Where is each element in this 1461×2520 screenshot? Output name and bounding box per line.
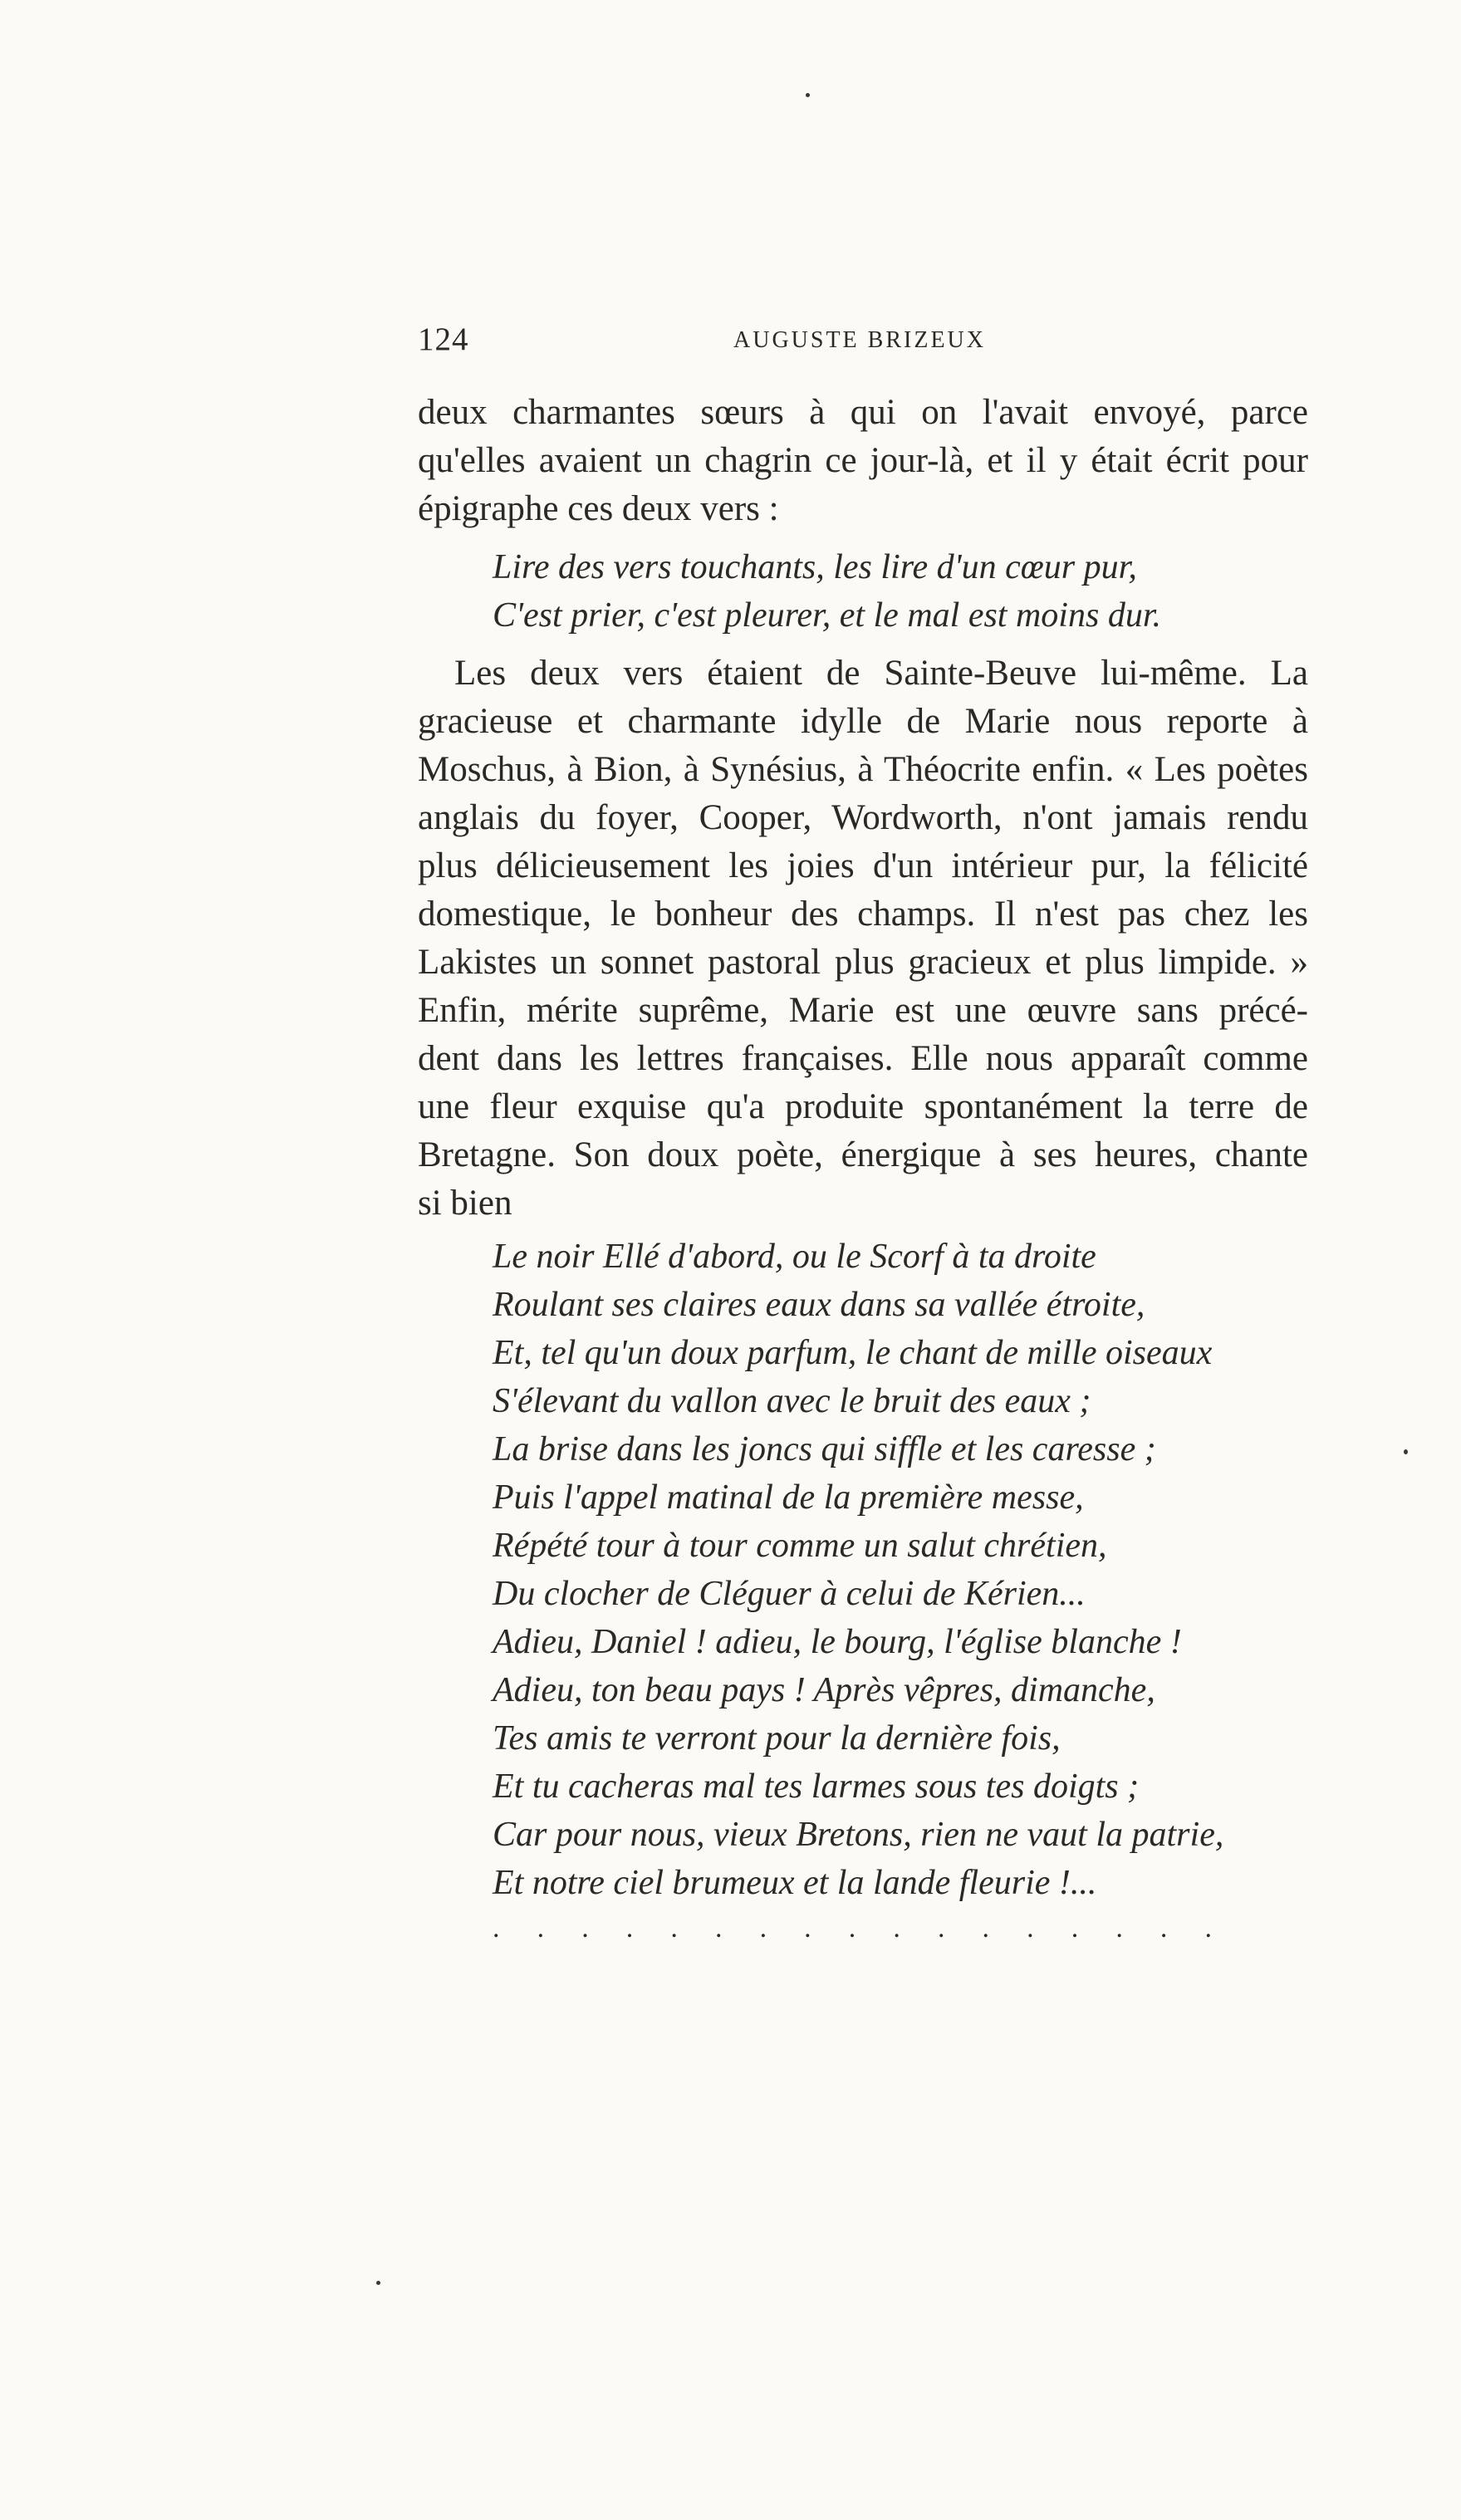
ellipsis-dot: . <box>759 1913 767 1944</box>
text-line: épigraphe ces deux vers : <box>418 489 779 528</box>
page-header <box>418 321 1308 370</box>
poem-line: Adieu, Daniel ! adieu, le bourg, l'église blanche ! <box>493 1623 1182 1661</box>
ellipsis-dot: . <box>937 1913 945 1944</box>
text-line: qu'elles avaient un chagrin ce jour-là, et il y était écrit pour <box>418 441 1308 480</box>
text-line: deux charmantes sœurs à qui on l'avait envoyé, parce <box>418 393 1308 432</box>
page-body <box>418 389 1308 1945</box>
paper-speck <box>1404 1449 1408 1454</box>
poem <box>418 1233 1308 1945</box>
poem-line: Puis l'appel matinal de la première messe, <box>493 1478 1084 1517</box>
text-line: gracieuse et charmante idylle de Marie nous reporte à <box>418 702 1308 741</box>
paragraph-continued <box>418 389 1308 533</box>
text-line: Bretagne. Son doux poète, énergique à ses heures, chante <box>418 1135 1308 1174</box>
poem-line: Le noir Ellé d'abord, ou le Scorf à ta droite <box>493 1238 1096 1276</box>
poem-line: Du clocher de Cléguer à celui de Kérien... <box>493 1575 1086 1613</box>
epigraph-line: Lire des vers touchants, les lire d'un cœur pur, <box>493 548 1137 586</box>
text-line: si bien <box>418 1184 512 1223</box>
text-line: Lakistes un sonnet pastoral plus gracieux et plus limpide. » <box>418 943 1308 982</box>
paper-speck <box>376 2281 380 2285</box>
poem-line: Et, tel qu'un doux parfum, le chant de mille oiseaux <box>493 1334 1213 1372</box>
ellipsis-dot: . <box>625 1913 634 1944</box>
ellipsis-dot: . <box>1204 1913 1212 1944</box>
text-line: anglais du foyer, Cooper, Wordworth, n'ont jamais rendu <box>418 798 1308 837</box>
page-number: 124 <box>418 321 469 357</box>
ellipsis-dot: . <box>670 1913 678 1944</box>
text-line: dent dans les lettres françaises. Elle nous apparaît comme <box>418 1039 1308 1078</box>
text-line: une fleur exquise qu'a produite spontanément la terre de <box>418 1087 1308 1126</box>
ellipsis-dot: . <box>804 1913 811 1944</box>
poem-line: Roulant ses claires eaux dans sa vallée étroite, <box>493 1286 1145 1324</box>
ellipsis-dot: . <box>893 1913 900 1944</box>
ellipsis-dot: . <box>581 1913 589 1944</box>
ellipsis-dot: . <box>1159 1913 1168 1944</box>
ellipsis-dot: . <box>1027 1913 1034 1944</box>
poem-line: S'élevant du vallon avec le bruit des eaux ; <box>493 1382 1091 1420</box>
poem-line: Adieu, ton beau pays ! Après vêpres, dimanche, <box>493 1671 1155 1709</box>
ellipsis-dot: . <box>1115 1913 1123 1944</box>
ellipsis-dot: . <box>982 1913 990 1944</box>
ellipsis-dot: . <box>848 1913 856 1944</box>
poem-line: Tes amis te verront pour la dernière fois, <box>493 1719 1061 1758</box>
ellipsis-dot: . <box>493 1913 500 1944</box>
ellipsis-dot: . <box>1071 1913 1079 1944</box>
text-line: domestique, le bonheur des champs. Il n'est pas chez les <box>418 895 1308 934</box>
running-title: AUGUSTE BRIZEUX <box>733 327 986 353</box>
poem-line: Et notre ciel brumeux et la lande fleurie !... <box>493 1864 1097 1902</box>
text-line: Les deux vers étaient de Sainte-Beuve lui-même. La <box>454 654 1308 693</box>
poem-line: Car pour nous, vieux Bretons, rien ne vaut la patrie, <box>493 1816 1224 1854</box>
epigraph <box>418 543 1308 640</box>
poem-line: La brise dans les joncs qui siffle et les caresse ; <box>493 1430 1156 1468</box>
poem-line: Et tu cacheras mal tes larmes sous tes doigts ; <box>493 1767 1140 1806</box>
ellipsis-row <box>493 1912 1212 1945</box>
ellipsis-dot: . <box>714 1913 723 1944</box>
paper-speck <box>806 93 810 97</box>
text-line: plus délicieusement les joies d'un intérieur pur, la félicité <box>418 846 1308 885</box>
paragraph <box>418 650 1308 1228</box>
text-line: Moschus, à Bion, à Synésius, à Théocrite enfin. « Les poètes <box>418 750 1308 789</box>
text-line: Enfin, mérite suprême, Marie est une œuvre sans précé- <box>418 991 1308 1030</box>
epigraph-line: C'est prier, c'est pleurer, et le mal est moins dur. <box>493 596 1162 635</box>
poem-line: Répété tour à tour comme un salut chrétien, <box>493 1527 1107 1565</box>
ellipsis-dot: . <box>537 1913 545 1944</box>
